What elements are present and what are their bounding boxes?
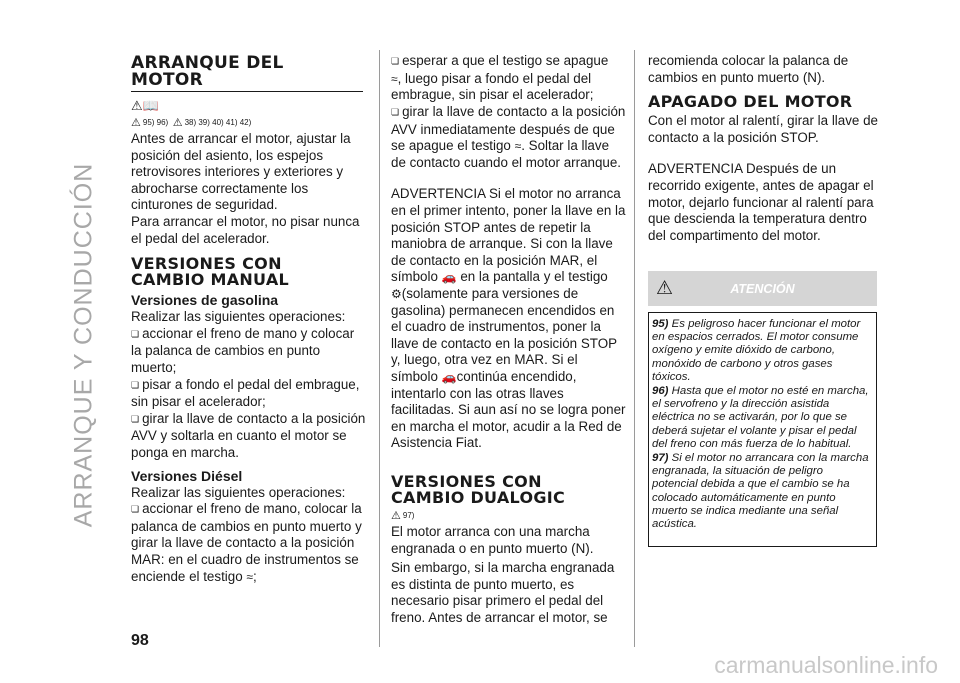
advertencia-paragraph <box>391 186 626 452</box>
list-item: ❏ pisar a fondo el pedal del embrague, sin pisar el acelerador; <box>131 377 366 411</box>
warning-triangle-icon: ⚠ <box>131 98 143 113</box>
advertencia-text: en la pantalla y el testigo <box>460 269 608 285</box>
subheading-diesel: Versiones Diésel <box>131 467 243 484</box>
section-heading-dualogic: VERSIONES CON CAMBIO DUALOGIC <box>391 471 566 507</box>
engine-icon: ⚙ <box>391 287 402 302</box>
column-divider <box>634 50 635 647</box>
diesel-intro: Realizar las siguientes operaciones: <box>131 484 346 500</box>
warning-97 <box>652 452 871 531</box>
refs-notes: 38) 39) 40) 41) 42) <box>184 118 252 128</box>
warning-triangle-icon: ⚠ <box>131 117 141 129</box>
watermark: carmanualsonline.info <box>714 652 938 678</box>
list-item: ❏ girar la llave de contacto a la posición AVV y soltarla en cuanto el motor se ponga en marcha. <box>131 411 366 462</box>
list-item: ❏ accionar el freno de mano y colocar la palanca de cambios en punto muerto; <box>131 326 366 377</box>
list-item-end: ; <box>253 568 257 584</box>
attention-title: ATENCIÓN <box>730 282 795 296</box>
attention-body <box>648 312 877 547</box>
list-item <box>131 501 366 585</box>
book-icon: 📖 <box>142 98 159 113</box>
advertencia-text: (solamente para versiones de gasolina) permanecen encendidos en el cuadro de instrumentos, poner la llave de contacto en la posición STOP y, luego, otra vez en MAR. Si el símbolo <box>391 286 617 384</box>
glow-plug-icon: ≈ <box>246 569 253 584</box>
warning-96 <box>652 385 871 451</box>
list-item-text: , luego pisar a fondo el pedal del embrague, sin pisar el acelerador; <box>391 70 594 103</box>
glow-plug-icon: ≈ <box>391 71 398 86</box>
list-item-text: accionar el freno de mano, colocar la palanca de cambios en punto muerto y girar la llave de contacto a la posición MAR: en el cuadro de instrumentos se enciende el testigo <box>131 501 362 584</box>
warning-number: 96) <box>652 385 669 398</box>
dualogic-paragraph-2: Sin embargo, si la marcha engranada es distinta de punto muerto, es necesario pisar primero el pedal del freno. Antes de arrancar el motor, se <box>391 560 615 626</box>
list-item <box>391 53 626 104</box>
column-3 <box>648 53 880 244</box>
gasolina-intro: Realizar las siguientes operaciones: <box>131 309 346 325</box>
subheading-gasolina: Versiones de gasolina <box>131 292 279 309</box>
refs-warnings: 97) <box>402 511 415 521</box>
advertencia-text: continúa encendido, intentarlo con las otras llaves facilitadas. Si aun así no se logra poner en marcha el motor, acudir a la Red de Asistencia Fiat. <box>391 369 626 451</box>
heading-rule <box>131 91 363 92</box>
list-item-text: . Soltar la llave de contacto cuando el motor arranque. <box>391 138 622 170</box>
warning-triangle-icon: ⚠ <box>656 278 674 299</box>
apagado-advertencia: ADVERTENCIA Después de un recorrido exigente, antes de apagar el motor, dejarlo funcionar al ralentí para que descienda la temperatura dentro del compartimento del motor. <box>648 161 874 243</box>
intro-paragraph-2: Para arrancar el motor, no pisar nunca el pedal del acelerador. <box>131 214 360 246</box>
warning-text: Si el motor no arrancara con la marcha engranada, la situación de peligro potencial debida a que el cambio se ha colocado automáticamente en punto muerto se indica mediante una señal acústica. <box>652 452 869 531</box>
warning-text: Es peligroso hacer funcionar el motor en espacios cerrados. El motor consume oxígeno y emite dióxido de carbono, monóxido de carbono y otros gases tóxicos. <box>652 318 861 383</box>
refs-line <box>131 117 366 129</box>
icon-row <box>131 97 366 115</box>
intro-paragraph: Antes de arrancar el motor, ajustar la posición del asiento, los espejos retrovisores interiores y exteriores y abrocharse correctamente los cinturones de seguridad. <box>131 131 351 213</box>
list-item-text: girar la llave de contacto a la posición AVV inmediatamente después de que se apague el testigo <box>391 103 626 154</box>
chapter-side-title: ARRANQUE Y CONDUCCIÓN <box>69 162 98 528</box>
continued-paragraph: recomienda colocar la palanca de cambios en punto muerto (N). <box>648 53 849 85</box>
warning-number: 95) <box>652 318 669 330</box>
dualogic-paragraph-1: El motor arranca con una marcha engranada o en punto muerto (N). <box>391 524 594 556</box>
attention-header <box>648 271 877 306</box>
apagado-paragraph: Con el motor al ralentí, girar la llave de contacto a la posición STOP. <box>648 113 878 145</box>
column-divider <box>379 50 380 647</box>
warning-triangle-icon: ⚠ <box>391 509 401 522</box>
list-item <box>391 104 626 172</box>
book-icon: ⚠ <box>172 117 183 129</box>
section-heading-arranque: ARRANQUE DEL MOTOR <box>131 53 284 90</box>
page-number: 98 <box>131 632 149 649</box>
section-heading-apagado: APAGADO DEL MOTOR <box>648 92 853 112</box>
glow-plug-icon: ≈ <box>514 139 522 154</box>
column-1 <box>131 55 366 585</box>
warning-text: Hasta que el motor no esté en marcha, el servofreno y la dirección asistida eléctrica no se activarán, por lo que se deberá sujetar el volante y pisar el pedal del freno con más fuerza de lo habitual. <box>652 385 869 450</box>
section-heading-cambio-manual: VERSIONES CON CAMBIO MANUAL <box>131 254 290 290</box>
advertencia-text: ADVERTENCIA Si el motor no arranca en el primer intento, poner la llave en la posición STOP antes de repetir la maniobra de arranque. Si con la llave de contacto en la posición MAR, el símbolo <box>391 186 626 285</box>
column-2 <box>391 53 626 627</box>
list-item-text: esperar a que el testigo se apague <box>402 53 609 68</box>
refs-line <box>391 510 626 522</box>
warning-number: 97) <box>652 452 669 465</box>
immobilizer-icon: 🚗 <box>441 270 457 285</box>
warning-95 <box>652 318 871 384</box>
immobilizer-icon: 🚗 <box>441 370 457 384</box>
refs-warnings: 95) 96) <box>142 118 169 128</box>
